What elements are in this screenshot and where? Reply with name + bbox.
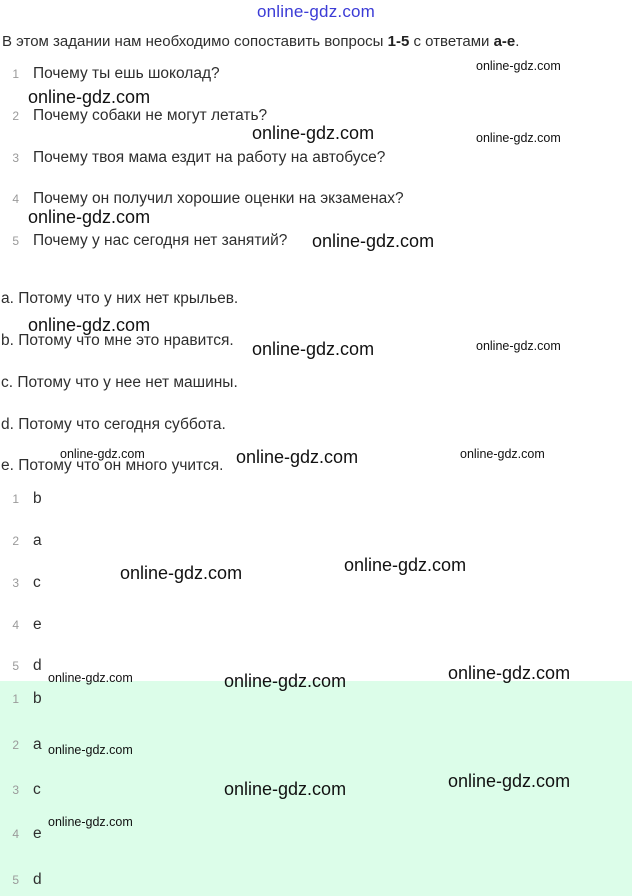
watermark: online-gdz.com	[28, 87, 151, 107]
watermark: online-gdz.com	[448, 663, 571, 683]
match-row: 2 a	[12, 532, 42, 549]
watermark: online-gdz.com	[28, 315, 151, 335]
watermark: online-gdz.com	[252, 339, 375, 359]
correct-match-row: 4 e	[12, 825, 42, 842]
question-item: 5 Почему у нас сегодня нет занятий?	[12, 232, 288, 249]
match-row: 5 d	[12, 657, 42, 674]
correct-match-row: 1 b	[12, 690, 42, 707]
watermark: online-gdz.com	[344, 555, 467, 575]
correct-match-row: 2 a	[12, 736, 42, 753]
match-row: 4 e	[12, 616, 42, 633]
match-row: 1 b	[12, 490, 42, 507]
watermark: online-gdz.com	[448, 771, 571, 791]
watermark: online-gdz.com	[60, 447, 145, 461]
answer-option: c. Потому что у нее нет машины.	[1, 374, 238, 391]
watermark: online-gdz.com	[48, 671, 133, 685]
watermark: online-gdz.com	[120, 563, 243, 583]
answer-range: a-e	[493, 33, 516, 50]
watermark: online-gdz.com	[48, 815, 133, 829]
watermark: online-gdz.com	[48, 743, 133, 757]
question-range: 1-5	[387, 33, 410, 50]
correct-match-row: 5 d	[12, 871, 42, 888]
correct-match-row: 3 c	[12, 781, 41, 798]
watermark: online-gdz.com	[312, 231, 435, 251]
watermark: online-gdz.com	[224, 779, 347, 799]
watermark: online-gdz.com	[224, 671, 347, 691]
watermark: online-gdz.com	[236, 447, 359, 467]
watermark: online-gdz.com	[476, 131, 561, 145]
answer-option: a. Потому что у них нет крыльев.	[1, 290, 239, 307]
question-item: 1 Почему ты ешь шоколад?	[12, 65, 220, 82]
question-item: 4 Почему он получил хорошие оценки на экзаменах?	[12, 190, 404, 207]
answer-option: e. Потому что он много учится.	[1, 457, 224, 474]
watermark: online-gdz.com	[252, 123, 375, 143]
watermark: online-gdz.com	[28, 207, 151, 227]
question-item: 3 Почему твоя мама ездит на работу на автобусе?	[12, 149, 386, 166]
task-instruction: В этом задании нам необходимо сопоставить вопросы 1-5 с ответами a-e.	[2, 33, 520, 50]
watermark: online-gdz.com	[476, 59, 561, 73]
site-header-link[interactable]: online-gdz.com	[256, 2, 376, 21]
answer-option: b. Потому что мне это нравится.	[1, 332, 234, 349]
watermark: online-gdz.com	[476, 339, 561, 353]
answer-option: d. Потому что сегодня суббота.	[1, 416, 226, 433]
watermark: online-gdz.com	[460, 447, 545, 461]
question-item: 2 Почему собаки не могут летать?	[12, 107, 268, 124]
match-row: 3 c	[12, 574, 41, 591]
